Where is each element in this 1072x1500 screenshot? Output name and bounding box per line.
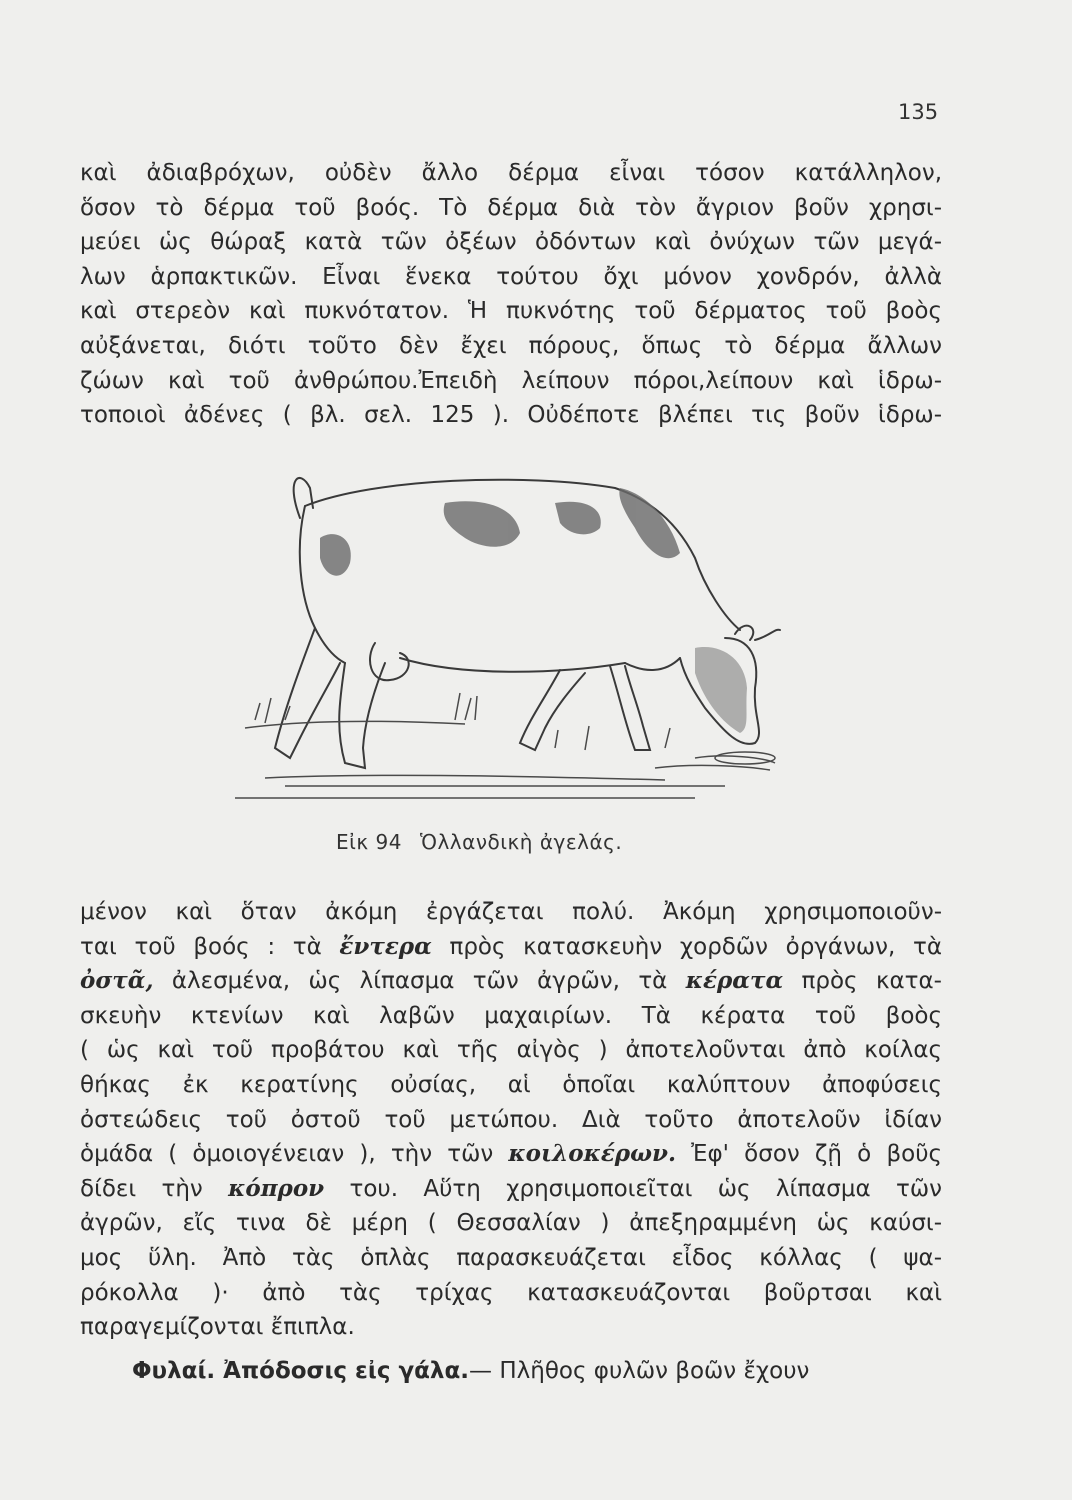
section-heading-line	[80, 1354, 942, 1389]
page-number: 135	[898, 100, 939, 124]
text-line: μένον καὶ ὅταν ἀκόμη ἐργάζεται πολύ. Ἀκόμη χρησιμοποιοῦν-	[80, 899, 942, 925]
text-span: ται τοῦ βοός : τὰ	[80, 933, 340, 960]
text-line: ὅσον τὸ δέρμα τοῦ βοός. Τὸ δέρμα διὰ τὸν ἄγριον βοῦν χρησι-	[80, 194, 942, 221]
top-paragraph	[80, 156, 942, 433]
figure-caption	[336, 830, 736, 854]
cow-illustration	[225, 458, 785, 813]
figure-caption-text: Ὁλλανδικὴ ἀγελάς.	[420, 830, 623, 854]
text-span: δίδει τὴν	[80, 1175, 229, 1202]
text-line	[80, 1137, 942, 1172]
text-line	[80, 1172, 942, 1207]
text-span: ὁμάδα ( ὁμοιογένειαν ), τὴν τῶν	[80, 1141, 509, 1168]
cow-drawing	[225, 458, 785, 813]
text-line: ὀστεώδεις τοῦ ὀστοῦ τοῦ μετώπου. Διὰ τοῦτο ἀποτελοῦν ἰδίαν	[80, 1106, 942, 1133]
text-line: ( ὡς καὶ τοῦ προβάτου καὶ τῆς αἰγὸς ) ἀποτελοῦνται ἀπὸ κοίλας	[80, 1037, 942, 1064]
text-line: λων ἁρπακτικῶν. Εἶναι ἕνεκα τούτου ὄχι μόνον χονδρόν, ἀλλὰ	[80, 263, 942, 290]
text-line	[80, 930, 942, 965]
term-osta: ὀστᾶ,	[80, 967, 154, 995]
text-line	[80, 964, 942, 999]
text-line: αὐξάνεται, διότι τοῦτο δὲν ἔχει πόρους, ὅπως τὸ δέρμα ἄλλων	[80, 332, 942, 359]
text-span: ἀλεσμένα, ὡς λίπασμα τῶν ἀγρῶν, τὰ	[153, 968, 686, 995]
section-heading: Φυλαί. Ἀπόδοσις εἰς γάλα.	[132, 1358, 470, 1384]
text-line: θήκας ἐκ κερατίνης οὐσίας, αἱ ὁποῖαι καλύπτουν ἀποφύσεις	[80, 1071, 942, 1098]
heading-continuation: Πλῆθος φυλῶν βοῶν ἔχουν	[492, 1358, 810, 1384]
term-entera: ἔντερα	[339, 932, 432, 960]
text-line: ἀγρῶν, εἴς τινα δὲ μέρη ( Θεσσαλίαν ) ἀπεξηραμμένη ὡς καύσι-	[80, 1210, 942, 1237]
text-line: σκευὴν κτενίων καὶ λαβῶν μαχαιρίων. Τὰ κέρατα τοῦ βοὸς	[80, 1002, 942, 1029]
text-line: καὶ στερεὸν καὶ πυκνότατον. Ἡ πυκνότης τοῦ δέρματος τοῦ βοὸς	[80, 298, 942, 325]
text-line: μος ὕλη. Ἀπὸ τὰς ὁπλὰς παρασκευάζεται εἶδος κόλλας ( ψα-	[80, 1244, 942, 1271]
text-span: Ἐφ' ὅσον ζῇ ὁ βοῦς	[675, 1141, 942, 1168]
text-line: παραγεμίζονται ἔπιπλα.	[80, 1314, 355, 1341]
text-line: ρόκολλα )· ἀπὸ τὰς τρίχας κατασκευάζονται βοῦρτσαι καὶ	[80, 1279, 942, 1306]
term-kopron: κόπρον	[228, 1174, 325, 1202]
term-kerata: κέρατα	[685, 967, 784, 995]
figure-number: Εἰκ 94	[336, 830, 402, 854]
heading-dash: —	[469, 1358, 493, 1384]
text-line: μεύει ὡς θώραξ κατὰ τῶν ὀξέων ὀδόντων καὶ ὀνύχων τῶν μεγά-	[80, 229, 942, 256]
text-span: του. Αὕτη χρησιμοποιεῖται ὡς λίπασμα τῶν	[324, 1175, 942, 1202]
text-span: πρὸς κατα-	[783, 968, 942, 995]
text-span: πρὸς κατασκευὴν χορδῶν ὀργάνων, τὰ	[431, 933, 942, 960]
term-koilokeron: κοιλοκέρων.	[508, 1140, 676, 1168]
text-line: τοποιοὶ ἀδένες ( βλ. σελ. 125 ). Οὐδέποτε βλέπει τις βοῦν ἱδρω-	[80, 402, 942, 429]
bottom-paragraph	[80, 895, 942, 1345]
text-line: ζώων καὶ τοῦ ἀνθρώπου.Ἐπειδὴ λείπουν πόροι,λείπουν καὶ ἱδρω-	[80, 367, 942, 394]
text-line: καὶ ἀδιαβρόχων, οὐδὲν ἄλλο δέρμα εἶναι τόσον κατάλληλον,	[80, 160, 942, 186]
